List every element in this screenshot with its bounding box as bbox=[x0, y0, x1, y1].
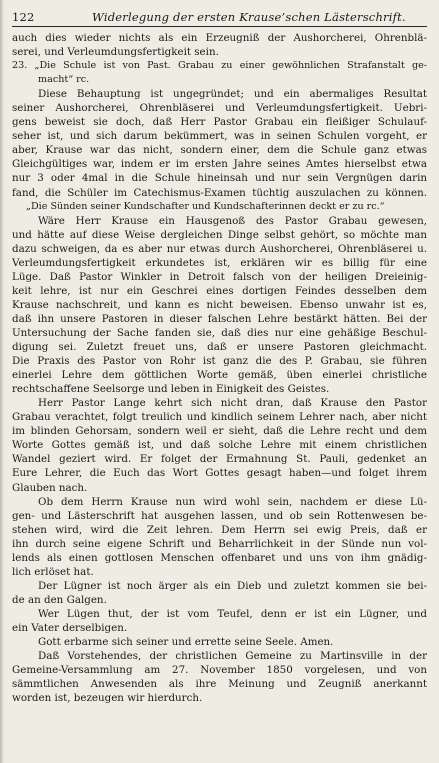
text-line: aber, Krause war das nicht, sondern einer, dem die Schule ganz etwas bbox=[12, 144, 427, 157]
text-line: macht“ rc. bbox=[38, 74, 90, 86]
text-line: seher ist, und sich darum bekümmert, was in seinen Schulen vorgeht, er bbox=[12, 130, 427, 143]
text-line: nur 3 oder 4mal in die Schule hineinsah und nur sein Vergnügen darin bbox=[12, 172, 427, 185]
text-line: ihn durch seine eigene Schrift und Beharrlichkeit in der Sünde nun vol- bbox=[12, 537, 427, 550]
text-line: dazu schweigen, da es aber nur etwas durch Aushorcherei, Ohrenbläserei u. bbox=[12, 242, 427, 255]
text-line: Gleichgültiges war, indem er im ersten Jahre seines Amtes hierselbst etwa bbox=[12, 158, 427, 171]
text-line: Der Lügner ist noch ärger als ein Dieb und zuletzt kommen sie bei- bbox=[38, 579, 427, 592]
text-line: und hätte auf diese Weise dergleichen Dinge selbst gehört, so möchte man bbox=[12, 228, 427, 241]
text-line: Herr Pastor Lange kehrt sich nicht dran, daß Krause den Pastor bbox=[38, 397, 427, 410]
text-line: gen- und Lästerschrift hat ausgehen lassen, und ob sein Rottenwesen be- bbox=[12, 509, 427, 522]
text-line: gens beweist sie doch, daß Herr Pastor Grabau ein fleißiger Schulauf- bbox=[12, 116, 427, 129]
header-rule bbox=[12, 26, 427, 27]
text-line: sämmtlichen Anwesenden als ihre Meinung und Zeugniß anerkannt bbox=[12, 678, 427, 691]
text-line: worden ist, bezeugen wir hierdurch. bbox=[12, 692, 203, 705]
text-line: de an den Galgen. bbox=[12, 593, 107, 606]
text-line: Wandel geziert wird. Er folget der Ermahnung St. Pauli, gedenket an bbox=[12, 453, 427, 466]
text-line: Die Praxis des Pastor von Rohr ist ganz die des P. Grabau, sie führen bbox=[12, 355, 427, 368]
text-line: Worte Gottes gemäß ist, und daß solche Lehre mit einem christlichen bbox=[12, 439, 427, 452]
text-line: Wäre Herr Krause ein Hausgenoß des Pastor Grabau gewesen, bbox=[38, 214, 427, 227]
text-line: keit lehre, ist nur ein Geschrei eines dortigen Feindes desselben dem bbox=[12, 284, 427, 297]
text-line: daß ihn unsere Pastoren in dieser falschen Lehre bestärkt hätten. Bei der bbox=[12, 312, 427, 325]
text-line: 23. „Die Schule ist von Past. Grabau zu einer gewöhnlichen Strafanstalt ge- bbox=[12, 60, 427, 72]
text-line: Eure Lehrer, die Euch das Wort Gottes gesagt haben—und folget ihrem bbox=[12, 467, 427, 480]
text-line: einerlei Lehre dem göttlichen Worte gemäß, üben einerlei christliche bbox=[12, 369, 427, 382]
text-line: Lüge. Daß Pastor Winkler in Detroit falsch von der heiligen Dreieinig- bbox=[12, 270, 427, 283]
text-line: ein Vater derselbigen. bbox=[12, 621, 128, 634]
text-line: auch dies wieder nichts als ein Erzeugniß der Aushorcherei, Ohrenblä- bbox=[12, 32, 427, 44]
running-title: Widerlegung der ersten Krause’schen Lästerschrift. bbox=[92, 10, 406, 24]
text-line: Gott erbarme sich seiner und errette seine Seele. Amen. bbox=[38, 636, 334, 649]
text-line: rechtschaffene Seelsorge und leben in Einigkeit des Geistes. bbox=[12, 383, 330, 396]
text-line: Glauben nach. bbox=[12, 481, 88, 494]
text-line: Diese Behauptung ist ungegründet; und ein abermaliges Resultat bbox=[38, 88, 427, 101]
text-line: im blinden Gehorsam, sondern weil er sieht, daß die Lehre recht und dem bbox=[12, 425, 427, 438]
text-line: lends als einen gottlosen Menschen offenbaret und uns von ihm gnädig- bbox=[12, 551, 427, 564]
text-line: lich erlöset hat. bbox=[12, 565, 94, 578]
text-line: Daß Vorstehendes, der christlichen Gemeine zu Martinsville in der bbox=[38, 650, 427, 663]
text-line: stehen wird, wird die Zeit lehren. Dem Herrn sei ewig Preis, daß er bbox=[12, 523, 427, 536]
page-binding-shadow bbox=[0, 0, 4, 763]
page-header bbox=[12, 7, 427, 27]
text-line: Ob dem Herrn Krause nun wird wohl sein, nachdem er diese Lü- bbox=[38, 495, 427, 508]
page-body-text bbox=[12, 31, 427, 705]
text-line: serei, und Verleumdungsfertigkeit sein. bbox=[12, 46, 219, 59]
text-line: Verleumdungsfertigkeit erkundetes ist, erklären wir es billig für eine bbox=[12, 256, 427, 269]
text-line: Wer Lügen thut, der ist vom Teufel, denn er ist ein Lügner, und bbox=[38, 607, 427, 620]
text-line: fand, die Schüler im Catechismus-Examen tüchtig auszulachen zu können. bbox=[12, 186, 427, 199]
text-line: Krause nachschreit, und kann es nicht beweisen. Ebenso unwahr ist es, bbox=[12, 298, 427, 311]
text-line: „Die Sünden seiner Kundschafter und Kundschafterinnen deckt er zu rc.“ bbox=[26, 200, 385, 212]
text-line: seiner Aushorcherei, Ohrenbläserei und Verleumdungsfertigkeit. Uebri- bbox=[12, 102, 427, 115]
page-number: 122 bbox=[12, 10, 35, 24]
text-line: Grabau verachtet, folgt treulich und kindlich seinem Lehrer nach, aber nicht bbox=[12, 411, 427, 424]
text-line: Gemeine-Versammlung am 27. November 1850 vorgelesen, und von bbox=[12, 664, 427, 677]
text-line: Untersuchung der Sache fanden sie, daß dies nur eine gehäßige Beschul- bbox=[12, 326, 427, 339]
text-line: digung sei. Zuletzt freuet uns, daß er unsere Pastoren gleichmacht. bbox=[12, 341, 427, 354]
